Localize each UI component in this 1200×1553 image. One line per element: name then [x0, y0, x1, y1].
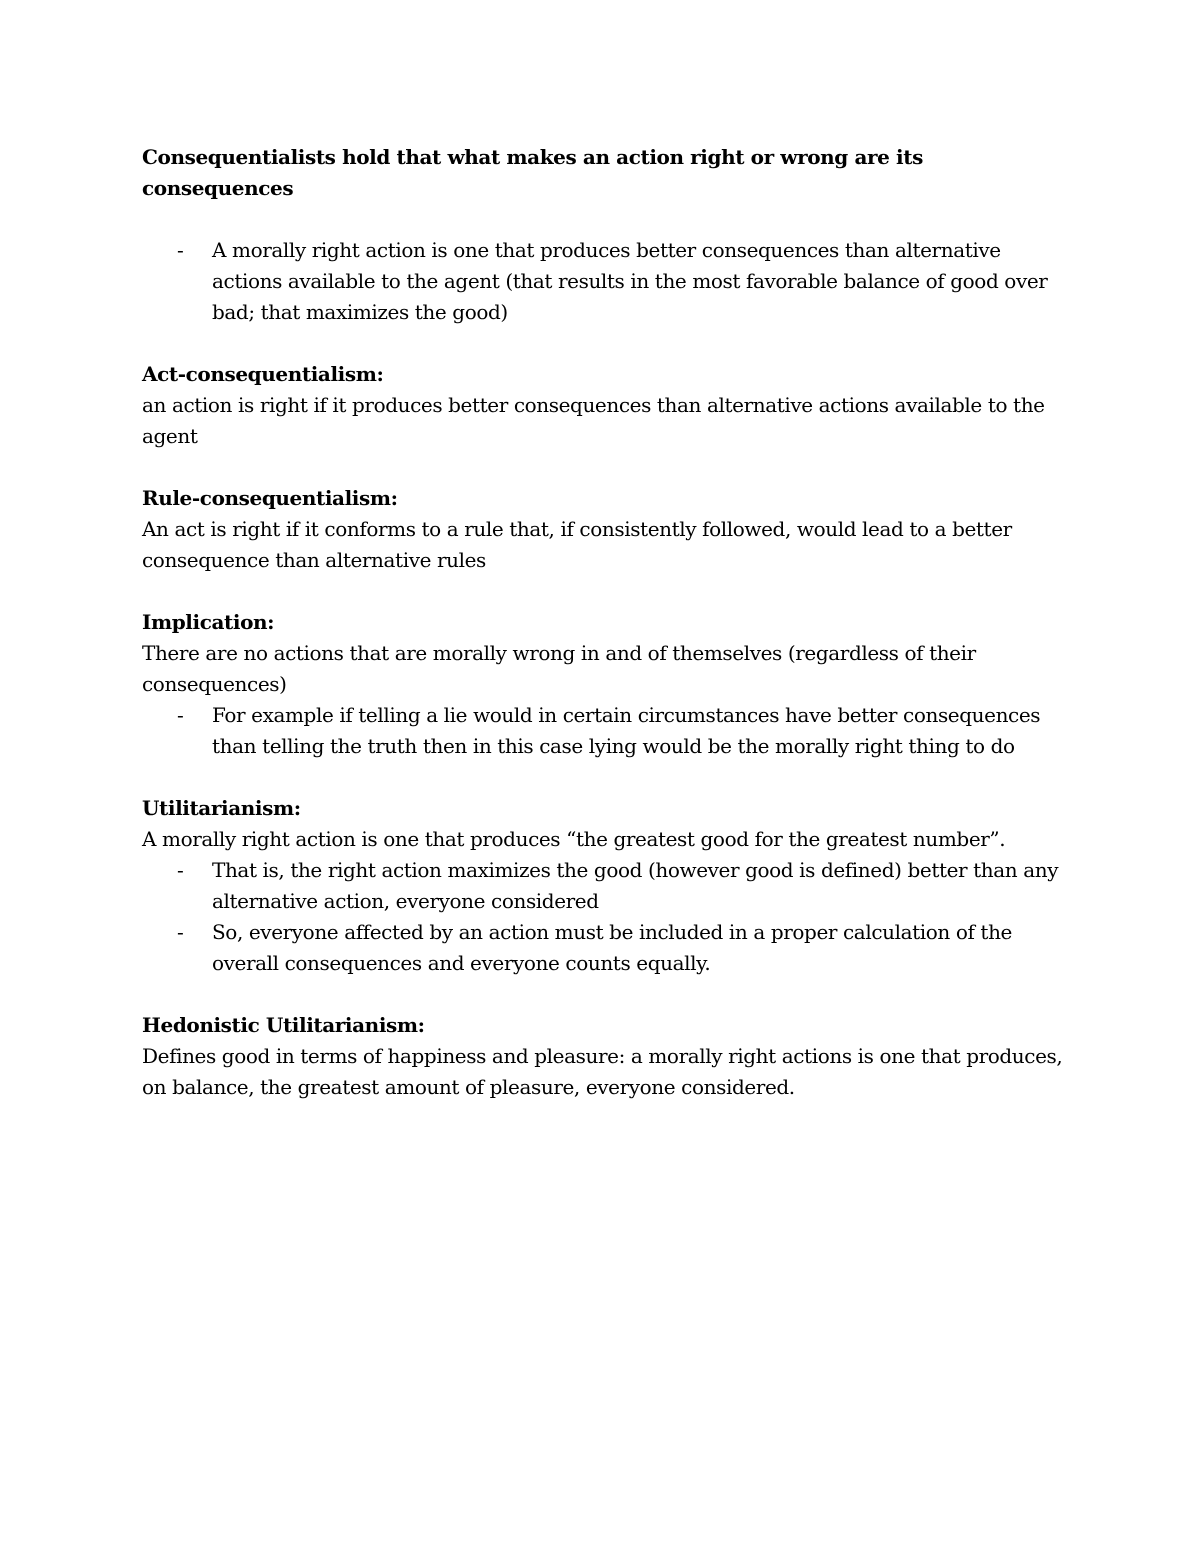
- list-item-text: That is, the right action maximizes the good (however good is defined) better than any alternative action, everyone considered: [212, 858, 1059, 913]
- utilitarianism-heading: Utilitarianism:: [142, 796, 301, 820]
- list-item: [142, 917, 1072, 979]
- list-item-text: For example if telling a lie would in certain circumstances have better consequences than telling the truth then in this case lying would be the morally right thing to do: [212, 703, 1041, 758]
- document-page: [142, 142, 1072, 1103]
- spacer: [142, 328, 1072, 359]
- spacer: [142, 576, 1072, 607]
- hedonistic-utilitarianism-heading: Hedonistic Utilitarianism:: [142, 1013, 425, 1037]
- list-item: [142, 700, 1072, 762]
- spacer: [142, 979, 1072, 1010]
- dash-bullet: -: [177, 858, 184, 882]
- rule-consequentialism-heading: Rule-consequentialism:: [142, 486, 398, 510]
- list-item-text: A morally right action is one that produces better consequences than alternative actions available to the agent (that results in the most favorable balance of good over bad; that maximizes the good): [212, 238, 1048, 324]
- utilitarianism-text: A morally right action is one that produces “the greatest good for the greatest number”.: [142, 827, 1006, 851]
- intro-heading: Consequentialists hold that what makes an action right or wrong are its consequences: [142, 145, 923, 200]
- spacer: [142, 204, 1072, 235]
- implication-heading: Implication:: [142, 610, 275, 634]
- spacer: [142, 762, 1072, 793]
- hedonistic-utilitarianism-text: Defines good in terms of happiness and pleasure: a morally right actions is one that produces, on balance, the greatest amount of pleasure, everyone considered.: [142, 1044, 1063, 1099]
- implication-text: There are no actions that are morally wrong in and of themselves (regardless of their consequences): [142, 641, 976, 696]
- utilitarianism-bullet-list: [142, 855, 1072, 979]
- list-item-text: So, everyone affected by an action must be included in a proper calculation of the overall consequences and everyone counts equally.: [212, 920, 1012, 975]
- implication-bullet-list: [142, 700, 1072, 762]
- list-item: [142, 855, 1072, 917]
- intro-bullet-list: [142, 235, 1072, 328]
- list-item: [142, 235, 1072, 328]
- act-consequentialism-text: an action is right if it produces better consequences than alternative actions available to the agent: [142, 393, 1045, 448]
- dash-bullet: -: [177, 238, 184, 262]
- dash-bullet: -: [177, 703, 184, 727]
- dash-bullet: -: [177, 920, 184, 944]
- rule-consequentialism-text: An act is right if it conforms to a rule that, if consistently followed, would lead to a better consequence than alternative rules: [142, 517, 1012, 572]
- spacer: [142, 452, 1072, 483]
- act-consequentialism-heading: Act-consequentialism:: [142, 362, 384, 386]
